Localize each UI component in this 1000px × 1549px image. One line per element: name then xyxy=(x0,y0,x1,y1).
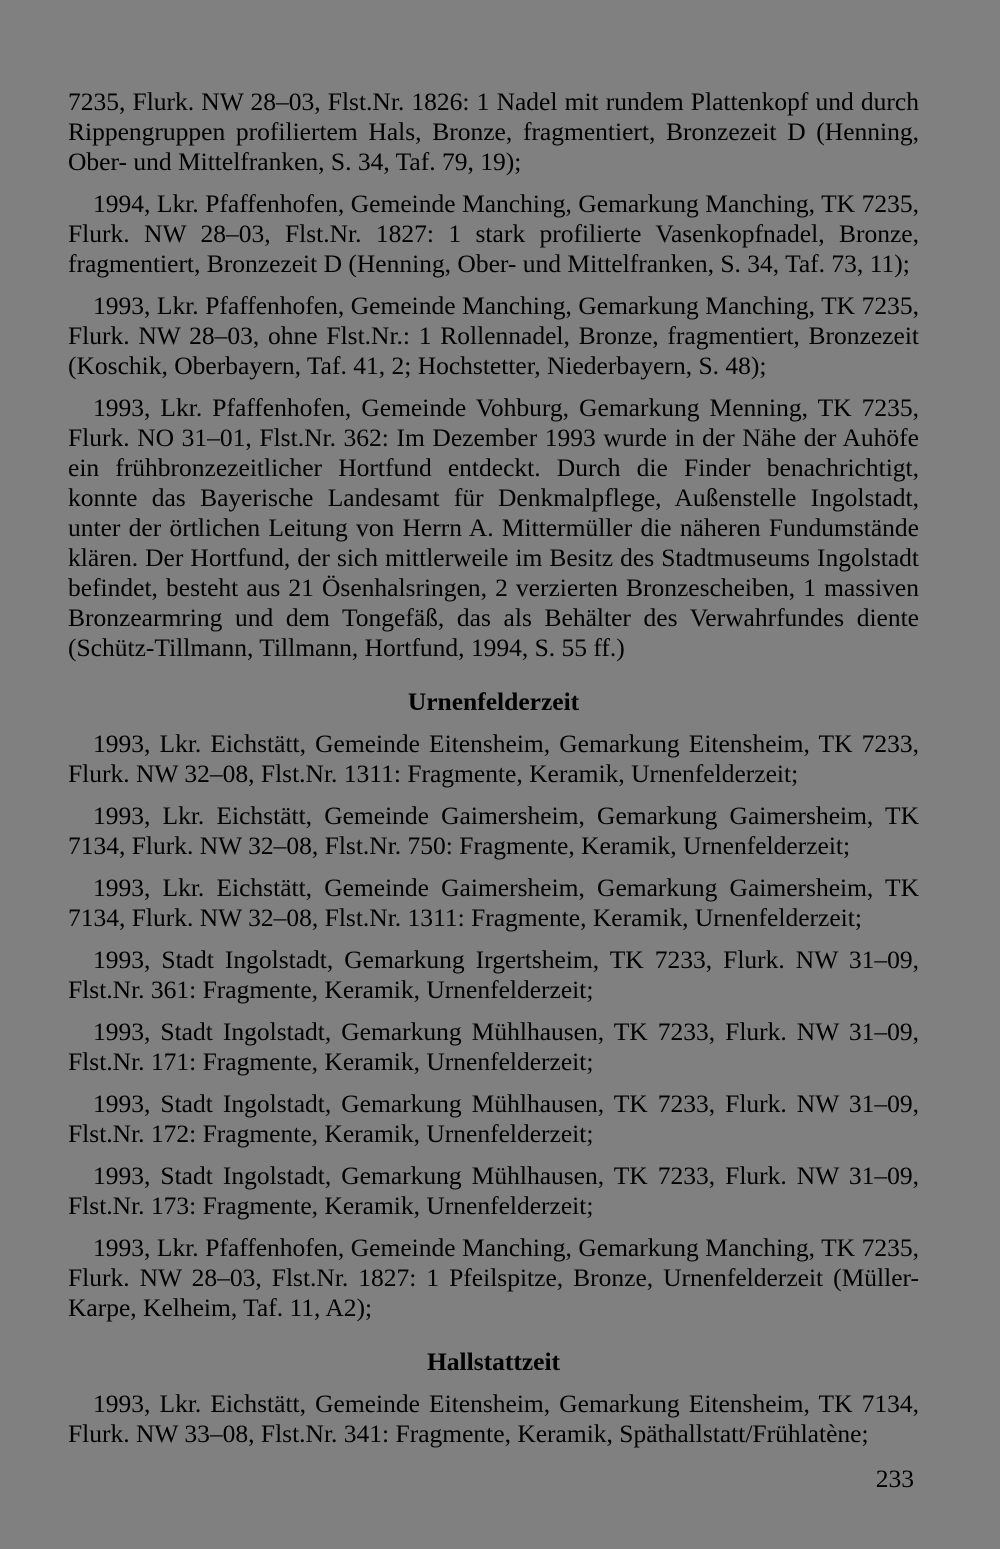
entry-urnenfelder-0: 1993, Lkr. Eichstätt, Gemeinde Eitensheim, Gemarkung Eitensheim, TK 7233, Flurk. NW 32–08, Flst.Nr. 1311: Fragmente, Keramik, Urnenfelderzeit; xyxy=(68,729,919,788)
entry-top-3: 1993, Lkr. Pfaffenhofen, Gemeinde Vohburg, Gemarkung Menning, TK 7235, Flurk. NO 31–01, Flst.Nr. 362: Im Dezember 1993 wurde in der Nähe der Auhöfe ein frühbronzezeitlicher Hortfund entdeckt. Durch die Finder benachrichtigt, konnte das Bayerische Landesamt für Denkmalpflege, Außenstelle Ingolstadt, unter der örtlichen Leitung von Herrn A. Mittermüller die näheren Fundumstände klären. Der Hortfund, der sich mittlerweile im Besitz des Stadtmuseums Ingolstadt befindet, besteht aus 21 Ösenhalsringen, 2 verzierten Bronzescheiben, 1 massiven Bronzearmring und dem Tongefäß, das als Behälter des Verwahrfundes diente (Schütz-Tillmann, Tillmann, Hortfund, 1994, S. 55 ff.) xyxy=(68,393,919,662)
entry-urnenfelder-1: 1993, Lkr. Eichstätt, Gemeinde Gaimersheim, Gemarkung Gaimersheim, TK 7134, Flurk. NW 32–08, Flst.Nr. 750: Fragmente, Keramik, Urnenfelderzeit; xyxy=(68,801,919,860)
entry-top-0: 7235, Flurk. NW 28–03, Flst.Nr. 1826: 1 Nadel mit rundem Plattenkopf und durch Rippengruppen profiliertem Hals, Bronze, fragmentiert, Bronzezeit D (Henning, Ober- und Mittelfranken, S. 34, Taf. 79, 19); xyxy=(68,87,919,176)
entry-top-2: 1993, Lkr. Pfaffenhofen, Gemeinde Manching, Gemarkung Manching, TK 7235, Flurk. NW 28–03, ohne Flst.Nr.: 1 Rollennadel, Bronze, fragmentiert, Bronzezeit (Koschik, Oberbayern, Taf. 41, 2; Hochstetter, Niederbayern, S. 48); xyxy=(68,291,919,380)
entry-top-1: 1994, Lkr. Pfaffenhofen, Gemeinde Manching, Gemarkung Manching, TK 7235, Flurk. NW 28–03, Flst.Nr. 1827: 1 stark profilierte Vasenkopfnadel, Bronze, fragmentiert, Bronzezeit D (Henning, Ober- und Mittelfranken, S. 34, Taf. 73, 11); xyxy=(68,189,919,278)
entry-urnenfelder-6: 1993, Stadt Ingolstadt, Gemarkung Mühlhausen, TK 7233, Flurk. NW 31–09, Flst.Nr. 173: Fragmente, Keramik, Urnenfelderzeit; xyxy=(68,1161,919,1220)
page-number: 233 xyxy=(875,1464,914,1493)
document-page xyxy=(68,87,919,1461)
entry-urnenfelder-7: 1993, Lkr. Pfaffenhofen, Gemeinde Manching, Gemarkung Manching, TK 7235, Flurk. NW 28–03, Flst.Nr. 1827: 1 Pfeilspitze, Bronze, Urnenfelderzeit (Müller-Karpe, Kelheim, Taf. 11, A2); xyxy=(68,1233,919,1322)
section-heading-urnenfelderzeit: Urnenfelderzeit xyxy=(407,687,580,716)
entry-urnenfelder-3: 1993, Stadt Ingolstadt, Gemarkung Irgertsheim, TK 7233, Flurk. NW 31–09, Flst.Nr. 361: Fragmente, Keramik, Urnenfelderzeit; xyxy=(68,945,919,1004)
entry-urnenfelder-4: 1993, Stadt Ingolstadt, Gemarkung Mühlhausen, TK 7233, Flurk. NW 31–09, Flst.Nr. 171: Fragmente, Keramik, Urnenfelderzeit; xyxy=(68,1017,919,1076)
entry-hallstatt-0: 1993, Lkr. Eichstätt, Gemeinde Eitensheim, Gemarkung Eitensheim, TK 7134, Flurk. NW 33–08, Flst.Nr. 341: Fragmente, Keramik, Späthallstatt/Frühlatène; xyxy=(68,1389,919,1448)
entry-urnenfelder-5: 1993, Stadt Ingolstadt, Gemarkung Mühlhausen, TK 7233, Flurk. NW 31–09, Flst.Nr. 172: Fragmente, Keramik, Urnenfelderzeit; xyxy=(68,1089,919,1148)
section-heading-hallstattzeit: Hallstattzeit xyxy=(426,1347,561,1376)
entry-urnenfelder-2: 1993, Lkr. Eichstätt, Gemeinde Gaimersheim, Gemarkung Gaimersheim, TK 7134, Flurk. NW 32–08, Flst.Nr. 1311: Fragmente, Keramik, Urnenfelderzeit; xyxy=(68,873,919,932)
